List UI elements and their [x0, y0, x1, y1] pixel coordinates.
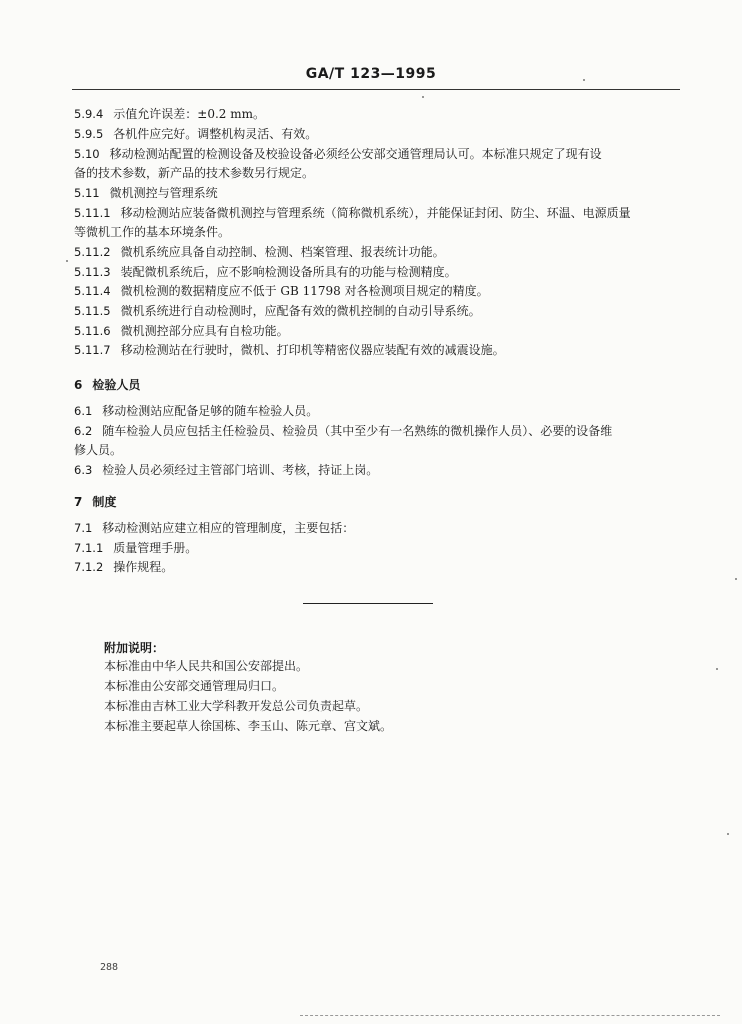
clause-5-11: 5.11 微机测控与管理系统	[74, 186, 218, 200]
clause-5-11-4: 5.11.4 微机检测的数据精度应不低于 GB 11798 对各检测项目规定的精度。	[74, 284, 489, 298]
clause-5-11-6: 5.11.6 微机测控部分应具有自检功能。	[74, 324, 289, 338]
clause-5-10-continued: 备的技术参数，新产品的技术参数另行规定。	[74, 166, 315, 180]
clause-6-1: 6.1 移动检测站应配备足够的随车检验人员。	[74, 404, 319, 418]
clause-5-11-1: 5.11.1 移动检测站应装备微机测控与管理系统（简称微机系统），并能保证封闭、防尘、环温、电源质量	[74, 206, 631, 220]
scan-speck	[583, 79, 585, 81]
note-item: 本标准由公安部交通管理局归口。	[104, 679, 285, 693]
scan-speck	[727, 833, 729, 835]
scan-edge-artifact	[300, 1015, 720, 1017]
scan-speck	[716, 668, 718, 670]
clause-5-11-3: 5.11.3 装配微机系统后，应不影响检测设备所具有的功能与检测精度。	[74, 265, 457, 279]
clause-7-1: 7.1 移动检测站应建立相应的管理制度，主要包括：	[74, 521, 355, 535]
note-item: 本标准由中华人民共和国公安部提出。	[104, 659, 309, 673]
note-item: 本标准主要起草人徐国栋、李玉山、陈元章、宫文斌。	[104, 719, 393, 733]
note-item: 本标准由吉林工业大学科教开发总公司负责起草。	[104, 699, 369, 713]
clause-5-11-5: 5.11.5 微机系统进行自动检测时，应配备有效的微机控制的自动引导系统。	[74, 304, 481, 318]
end-divider	[303, 603, 433, 604]
header-rule	[72, 89, 680, 90]
clause-5-9-5: 5.9.5 各机件应完好。调整机构灵活、有效。	[74, 127, 318, 141]
section-6-heading: 6 检验人员	[74, 378, 141, 392]
clause-6-2-continued: 修人员。	[74, 443, 123, 457]
clause-7-1-1: 7.1.1 质量管理手册。	[74, 541, 198, 555]
clause-5-11-7: 5.11.7 移动检测站在行驶时，微机、打印机等精密仪器应装配有效的减震设施。	[74, 343, 505, 357]
page-header-title: GA/T 123—1995	[305, 66, 437, 82]
clause-5-10: 5.10 移动检测站配置的检测设备及校验设备必须经公安部交通管理局认可。本标准只规定了现有设	[74, 147, 602, 161]
clause-5-11-1-continued: 等微机工作的基本环境条件。	[74, 225, 231, 239]
clause-7-1-2: 7.1.2 操作规程。	[74, 560, 174, 574]
notes-title: 附加说明：	[104, 641, 165, 655]
scan-speck	[66, 260, 68, 262]
clause-6-2: 6.2 随车检验人员应包括主任检验员、检验员（其中至少有一名熟练的微机操作人员）、必要的设备维	[74, 424, 613, 438]
clause-6-3: 6.3 检验人员必须经过主管部门培训、考核，持证上岗。	[74, 463, 379, 477]
scan-speck	[735, 578, 737, 580]
clause-5-9-4: 5.9.4 示值允许误差：±0.2 mm。	[74, 107, 265, 121]
page-number: 288	[100, 962, 119, 973]
scan-speck	[422, 96, 424, 98]
clause-5-11-2: 5.11.2 微机系统应具备自动控制、检测、档案管理、报表统计功能。	[74, 245, 445, 259]
section-7-heading: 7 制度	[74, 495, 117, 509]
